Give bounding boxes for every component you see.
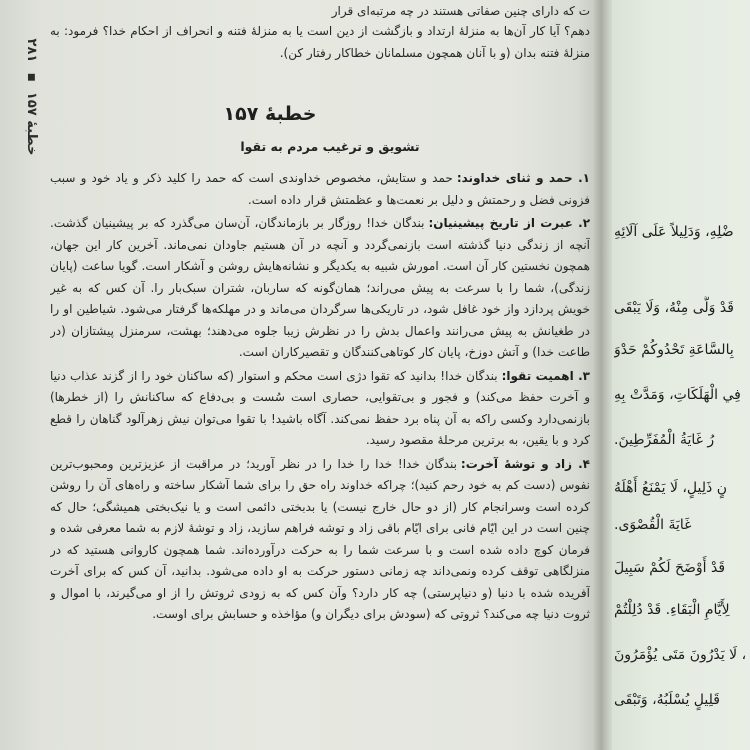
arabic-line: رُ غَايَةُ الْمُفَرِّطِينَ.: [614, 432, 715, 448]
sermon-subtitle: تشویق و ترغیب مردم به تقوا: [240, 139, 420, 154]
separator-square-icon: ■: [26, 72, 36, 82]
section-paragraph: [50, 168, 590, 211]
section-paragraph: [50, 454, 590, 626]
main-text-column: [50, 0, 590, 750]
section-heading: ۲. عبرت از تاریخ پیشینیان:: [428, 216, 590, 230]
arabic-line: قَلِيلٍ يُسْلَبُهُ، وَتَبْقَى: [614, 692, 720, 708]
book-gutter-shadow: [594, 0, 614, 750]
section-body: بندگان خدا! روزگار بر بازماندگان، آن‌سان می‌گذرد که بر پیشینیان گذشت. آنچه از زندگی دنیا گذشته است بازنمی‌گردد و آنچه در آن هستیم جاودان نمی‌ماند. آخرین کار این جهان، همچون نخستین کار آن است. امورش شبیه به یکدیگر و نشانه‌هایش روشن و آشکار است. گویا ساعت (پایان زندگی)، شما را با سرعت به پیش می‌راند؛ همان‌گونه که ساربان، شتران سبک‌بار را. آن کس که به غیر خویش پردازد واز خود غافل شود، در تاریکی‌ها سرگردان می‌ماند و در مهلکه‌ها گرفتار می‌شود. شیاطین او را در طغیانش به پیش می‌رانند واعمال بدش را در نظرش زیبا جلوه می‌دهند؛ بهشت، سرمنزل پیشتازان (در طاعت خدا) و آتش دوزخ، پایان کار کوتاهی‌کنندگان و تقصیرکاران است.: [50, 216, 590, 359]
section-paragraph: [50, 366, 590, 452]
running-title: خطبهٔ ۱۵۷: [24, 91, 39, 156]
running-header: [20, 22, 42, 172]
previous-text-fragment: ت که دارای چنین صفاتی هستند در چه مرتبه‌ای قرار: [331, 4, 590, 18]
page-number: ۲۸۱: [24, 38, 39, 63]
previous-paragraph-ending: دهم؟ آیا کار آن‌ها به منزلهٔ ارتداد و بازگشت از دین است یا به منزلهٔ فتنه و انحراف از احکام خدا؟ فرمود: به منزلهٔ فتنه بدان (و با آنان همچون مسلمانان خطاکار رفتار کن).: [50, 24, 590, 60]
section-body: بندگان خدا! بدانید که تقوا دژی است محکم و استوار (که ساکنان خود را از گزند عذاب دنیا و آخرت حفظ می‌کند) و فجور و بی‌تقوایی، حصاری است سُست و بی‌دفاع که ساکنانش را (از خطرها) بازنمی‌دارد وکسی راکه به آن پناه برد حفظ نمی‌کند. آگاه باشید! با تقوا می‌توان نیش زهرآلود گناهان را قطع کرد و با یقین، به برترین مرحلهٔ مقصود رسید.: [50, 368, 590, 447]
arabic-line: غَايَةَ الْقُصْوَى.: [614, 517, 692, 533]
arabic-line: ، لَا يَدْرُونَ مَتَى يُؤْمَرُونَ: [614, 647, 747, 663]
arabic-line: فِي الْهَلَكَاتِ، وَمَدَّتْ بِهِ: [614, 387, 741, 403]
arabic-line: بِالسَّاعَةِ تَحْدُوكُمْ حَدْوَ: [614, 342, 734, 358]
section-paragraph: [50, 213, 590, 364]
arabic-line: لِأَيَّامِ الْبَقَاءِ. قَدْ دُلِلْتُمْ: [614, 602, 730, 618]
section-heading: ۳. اهمیت تقوا:: [501, 368, 590, 383]
arabic-line: ضْلِهِ، وَدَلِيلاً عَلَى آلَائِهِ: [614, 224, 734, 240]
right-page: [612, 0, 750, 750]
section-body: حمد و ستایش، مخصوص خداوندی است که حمد را کلید ذکر و یاد خود و سبب فزونی فضل و رحمتش و دلیل بر نعمت‌ها و عظمتش قرار داده است.: [50, 171, 590, 207]
section-heading: ۴. زاد و توشهٔ آخرت:: [460, 456, 590, 471]
arabic-line: قَدْ وَلَّى مِنْهُ، وَلَا يَبْقَى: [614, 300, 734, 316]
arabic-line: قَدْ أَوْضَحَ لَكُمْ سَبِيلَ: [614, 560, 726, 576]
section-body: بندگان خدا! خدا را خدا را در نظر آورید؛ در مراقبت از عزیزترین ومحبوب‌ترین نفوس (دست کم به خود رحم کنید)؛ چراکه خداوند راه حق را برای شما آشکار ساخته و راه‌های آن را روشن کرده است وسرانجام کار (از دو حال خارج نیست) یا بدبختی دائمی است و یا نیک‌بختی همیشگی؛ حال که چنین است در این ایّام فانی برای ایّام باقی زاد و توشه فراهم سازید، زاد و توشهٔ لازم به شما معرفی شده و فرمان کوچ داده شده است و با سرعت شما را به حرکت درآورده‌اند. شما همچون کاروانی هستید که در منزلگاهی توقف کرده ونمی‌داند چه زمانی دستور حرکت به او داده می‌شود. بدانید، آن کس که برای آخرت آفریده شده با دنیا (و دنیاپرستی) چه کار دارد؟ وآن کس که به زودی ثروتش را از او می‌گیرند، با اموال و ثروت دنیا چه می‌کند؟ ثروتی که (سودش برای دیگران و) مؤاخذه و حسابش برای اوست.: [50, 456, 590, 621]
sermon-title: خطبهٔ ۱۵۷: [223, 103, 317, 125]
section-heading: ۱. حمد و ثنای خداوند:: [456, 171, 590, 185]
arabic-line: نٍ ذَلِيلٍ، لَا يَمْنَعُ أَهْلَهُ: [614, 480, 727, 496]
